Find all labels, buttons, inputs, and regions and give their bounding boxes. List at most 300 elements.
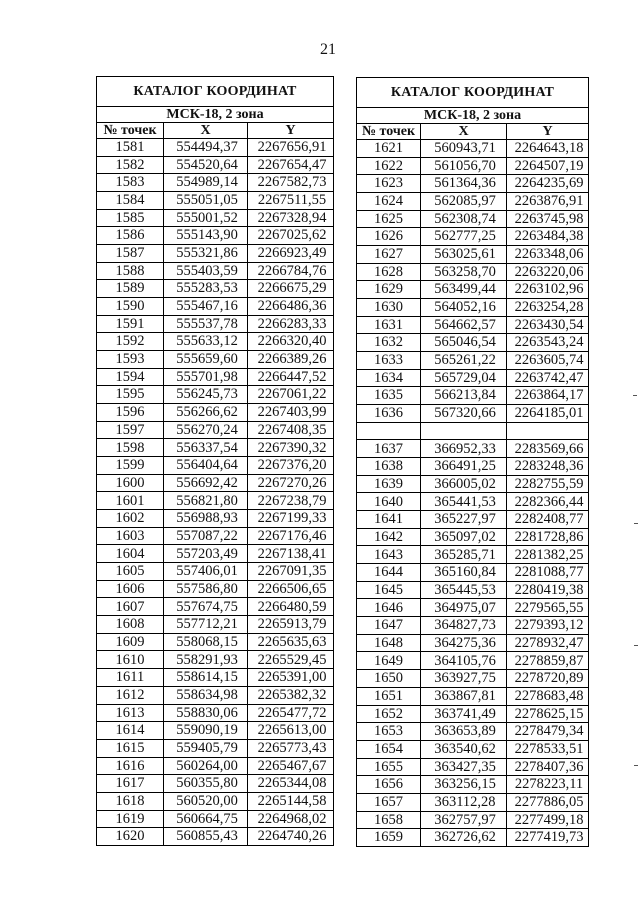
table-row [357, 616, 588, 634]
x-coordinate-cell: 559405,79 [163, 740, 247, 757]
y-coordinate-cell: 2265144,58 [247, 793, 333, 810]
x-coordinate-cell: 363741,49 [420, 706, 506, 723]
x-coordinate-cell: 558068,15 [163, 634, 247, 651]
y-coordinate-cell: 2263745,98 [506, 211, 588, 228]
x-coordinate-cell: 556821,80 [163, 492, 247, 509]
y-coordinate-cell: 2267091,35 [247, 563, 333, 580]
y-coordinate-cell: 2267376,20 [247, 457, 333, 474]
x-coordinate-cell: 555001,52 [163, 210, 247, 227]
x-coordinate-cell: 364105,76 [420, 652, 506, 669]
point-number-cell: 1628 [374, 263, 403, 280]
point-number-cell: 1648 [374, 634, 403, 651]
x-coordinate-cell: 556404,64 [163, 457, 247, 474]
x-coordinate-cell: 563499,44 [420, 281, 506, 298]
y-coordinate-cell: 2279565,55 [506, 599, 588, 616]
table-row [97, 562, 333, 580]
table-body [97, 138, 333, 845]
point-number-cell: 1659 [374, 829, 403, 846]
point-number-cell: 1653 [374, 723, 403, 740]
table-row [97, 633, 333, 651]
table-row [97, 156, 333, 174]
y-coordinate-cell: 2267176,46 [247, 528, 333, 545]
table-row [97, 721, 333, 739]
x-coordinate-cell: 365227,97 [420, 511, 506, 528]
x-coordinate-cell: 565261,22 [420, 352, 506, 369]
point-number-cell: 1594 [115, 368, 145, 385]
table-title: КАТАЛОГ КООРДИНАТ [390, 84, 555, 100]
table-row [357, 333, 588, 351]
coordinate-system-label: МСК-18, 2 зона [357, 107, 588, 123]
y-coordinate-cell: 2278479,34 [506, 723, 588, 740]
x-coordinate-cell: 366005,02 [420, 476, 506, 493]
y-coordinate-cell: 2265467,67 [247, 758, 333, 775]
table-row [97, 403, 333, 421]
table-row [357, 669, 588, 687]
column-header-x: X [163, 123, 247, 138]
point-number-cell: 1647 [374, 617, 403, 634]
point-number-cell: 1644 [374, 564, 403, 581]
column-header-y: Y [247, 123, 333, 138]
table-row [97, 774, 333, 792]
y-coordinate-cell: 2263220,06 [506, 264, 588, 281]
y-coordinate-cell: 2278407,36 [506, 759, 588, 776]
table-row [97, 597, 333, 615]
x-coordinate-cell: 554520,64 [163, 157, 247, 174]
y-coordinate-cell: 2278683,48 [506, 688, 588, 705]
point-number-cell: 1657 [374, 793, 403, 810]
table-row [97, 332, 333, 350]
table-title: КАТАЛОГ КООРДИНАТ [133, 83, 297, 99]
table-row [97, 580, 333, 598]
y-coordinate-cell: 2267328,94 [247, 210, 333, 227]
point-number-cell: 1624 [374, 193, 403, 210]
point-number-cell: 1646 [374, 599, 403, 616]
table-row [97, 615, 333, 633]
x-coordinate-cell: 363256,15 [420, 776, 506, 793]
y-coordinate-cell: 2266486,36 [247, 298, 333, 315]
y-coordinate-cell: 2263605,74 [506, 352, 588, 369]
y-coordinate-cell: 2264643,18 [506, 140, 588, 157]
y-coordinate-cell: 2264235,69 [506, 175, 588, 192]
table-row [357, 386, 588, 404]
table-row [97, 491, 333, 509]
point-number-cell: 1600 [115, 474, 145, 491]
y-coordinate-cell: 2278932,47 [506, 635, 588, 652]
table-row [357, 775, 588, 793]
point-number-cell: 1586 [115, 227, 145, 244]
point-number-cell: 1599 [115, 457, 145, 474]
y-coordinate-cell: 2265773,43 [247, 740, 333, 757]
point-number-cell: 1589 [115, 280, 145, 297]
x-coordinate-cell: 560943,71 [420, 140, 506, 157]
point-number-cell: 1621 [374, 140, 403, 157]
y-coordinate-cell: 2267390,32 [247, 439, 333, 456]
y-coordinate-cell: 2277886,05 [506, 794, 588, 811]
table-row [357, 369, 588, 387]
coordinate-system-label: МСК-18, 2 зона [97, 106, 333, 122]
scan-artifact [634, 765, 638, 766]
table-row [357, 705, 588, 723]
point-number-cell: 1581 [115, 139, 145, 156]
point-number-cell: 1635 [374, 387, 403, 404]
x-coordinate-cell: 561056,70 [420, 158, 506, 175]
y-coordinate-cell: 2267199,33 [247, 510, 333, 527]
point-number-cell: 1640 [374, 493, 403, 510]
page-number: 21 [320, 41, 336, 58]
x-coordinate-cell: 555659,60 [163, 351, 247, 368]
x-coordinate-cell: 554494,37 [163, 139, 247, 156]
table-row [357, 210, 588, 228]
table-row [357, 528, 588, 546]
y-coordinate-cell: 2282408,77 [506, 511, 588, 528]
x-coordinate-cell: 558830,06 [163, 705, 247, 722]
x-coordinate-cell: 562308,74 [420, 211, 506, 228]
y-coordinate-cell: 2282755,59 [506, 476, 588, 493]
table-row [97, 209, 333, 227]
table-row [357, 793, 588, 811]
table-row [357, 192, 588, 210]
table-row [357, 563, 588, 581]
y-coordinate-cell: 2264185,01 [506, 405, 588, 422]
point-number-cell: 1637 [374, 440, 403, 457]
x-coordinate-cell: 366952,33 [420, 440, 506, 457]
y-coordinate-cell: 2265913,79 [247, 616, 333, 633]
scan-artifact [634, 645, 638, 646]
coordinate-catalog-table-right [356, 77, 589, 847]
y-coordinate-cell: 2266447,52 [247, 369, 333, 386]
column-header-x: X [420, 124, 506, 139]
point-number-cell: 1658 [374, 811, 403, 828]
x-coordinate-cell: 365097,02 [420, 529, 506, 546]
table-row [97, 262, 333, 280]
x-coordinate-cell: 365285,71 [420, 546, 506, 563]
table-row [357, 298, 588, 316]
x-coordinate-cell: 562085,97 [420, 193, 506, 210]
y-coordinate-cell: 2267025,62 [247, 227, 333, 244]
y-coordinate-cell: 2281728,86 [506, 529, 588, 546]
table-row [97, 739, 333, 757]
table-row [97, 350, 333, 368]
x-coordinate-cell: 366491,25 [420, 458, 506, 475]
table-row [357, 828, 588, 846]
x-coordinate-cell: 564052,16 [420, 299, 506, 316]
table-row [97, 456, 333, 474]
table-row [357, 634, 588, 652]
x-coordinate-cell: 565729,04 [420, 370, 506, 387]
x-coordinate-cell: 566213,84 [420, 387, 506, 404]
point-number-cell: 1612 [115, 686, 145, 703]
table-row [97, 827, 333, 845]
point-number-cell: 1613 [115, 704, 145, 721]
x-coordinate-cell: 560264,00 [163, 758, 247, 775]
scan-artifact [634, 523, 638, 524]
point-number-cell: 1616 [115, 757, 145, 774]
point-number-cell: 1595 [115, 386, 145, 403]
y-coordinate-cell: 2283248,36 [506, 458, 588, 475]
column-header-row [97, 122, 333, 138]
y-coordinate-cell: 2263876,91 [506, 193, 588, 210]
point-number-cell: 1618 [115, 792, 145, 809]
y-coordinate-cell: 2265477,72 [247, 705, 333, 722]
point-number-cell: 1614 [115, 722, 145, 739]
table-row [357, 545, 588, 563]
point-number-cell: 1597 [115, 421, 145, 438]
table-row [97, 279, 333, 297]
table-row [97, 792, 333, 810]
x-coordinate-cell: 560664,75 [163, 811, 247, 828]
table-row [97, 668, 333, 686]
table-row [97, 315, 333, 333]
table-row [97, 173, 333, 191]
y-coordinate-cell: 2278533,51 [506, 741, 588, 758]
point-number-cell: 1592 [115, 333, 145, 350]
point-number-cell: 1601 [115, 492, 145, 509]
x-coordinate-cell: 560520,00 [163, 793, 247, 810]
y-coordinate-cell: 2263484,38 [506, 228, 588, 245]
x-coordinate-cell: 555051,05 [163, 192, 247, 209]
table-row [97, 297, 333, 315]
point-number-cell: 1656 [374, 776, 403, 793]
table-row [357, 245, 588, 263]
table-row [97, 138, 333, 156]
point-number-cell: 1655 [374, 758, 403, 775]
y-coordinate-cell: 2267138,41 [247, 545, 333, 562]
x-coordinate-cell: 555701,98 [163, 369, 247, 386]
point-number-cell: 1636 [374, 405, 403, 422]
x-coordinate-cell: 555537,78 [163, 316, 247, 333]
point-number-cell: 1617 [115, 775, 145, 792]
scan-artifact [633, 395, 637, 396]
point-number-cell: 1630 [374, 299, 403, 316]
point-number-cell: 1596 [115, 404, 145, 421]
table-row [357, 404, 588, 422]
y-coordinate-cell: 2266283,33 [247, 316, 333, 333]
table-row [97, 244, 333, 262]
y-coordinate-cell: 2265529,45 [247, 651, 333, 668]
y-coordinate-cell: 2278223,11 [506, 776, 588, 793]
table-row [357, 758, 588, 776]
point-number-cell [357, 423, 420, 440]
table-row [357, 492, 588, 510]
x-coordinate-cell: 557203,49 [163, 545, 247, 562]
y-coordinate-cell: 2267270,26 [247, 475, 333, 492]
x-coordinate-cell: 556245,73 [163, 386, 247, 403]
x-coordinate-cell: 363653,89 [420, 723, 506, 740]
x-coordinate-cell: 362757,97 [420, 812, 506, 829]
table-row [97, 757, 333, 775]
point-number-cell: 1583 [115, 174, 145, 191]
x-coordinate-cell: 363427,35 [420, 759, 506, 776]
coordinate-catalog-table-left [96, 76, 334, 846]
table-row [357, 139, 588, 157]
x-coordinate-cell: 557087,22 [163, 528, 247, 545]
x-coordinate-cell: 365445,53 [420, 582, 506, 599]
table-row [357, 351, 588, 369]
table-row [357, 581, 588, 599]
y-coordinate-cell: 2282366,44 [506, 493, 588, 510]
table-row [97, 368, 333, 386]
y-coordinate-cell: 2267656,91 [247, 139, 333, 156]
point-number-cell: 1619 [115, 810, 145, 827]
x-coordinate-cell: 363867,81 [420, 688, 506, 705]
column-header-row [357, 123, 588, 139]
y-coordinate-cell: 2263864,17 [506, 387, 588, 404]
table-row [97, 650, 333, 668]
y-coordinate-cell: 2266320,40 [247, 333, 333, 350]
y-coordinate-cell: 2283569,66 [506, 440, 588, 457]
y-coordinate-cell: 2266389,26 [247, 351, 333, 368]
point-number-cell: 1606 [115, 580, 145, 597]
x-coordinate-cell: 564662,57 [420, 317, 506, 334]
point-number-cell: 1626 [374, 228, 403, 245]
table-row [97, 810, 333, 828]
y-coordinate-cell: 2267408,35 [247, 422, 333, 439]
y-coordinate-cell: 2265635,63 [247, 634, 333, 651]
point-number-cell: 1633 [374, 352, 403, 369]
point-number-cell: 1623 [374, 175, 403, 192]
table-row [357, 651, 588, 669]
y-coordinate-cell: 2279393,12 [506, 617, 588, 634]
point-number-cell: 1591 [115, 315, 145, 332]
point-number-cell: 1638 [374, 458, 403, 475]
point-number-cell: 1605 [115, 563, 145, 580]
x-coordinate-cell [420, 423, 506, 440]
table-row [357, 722, 588, 740]
x-coordinate-cell: 557674,75 [163, 598, 247, 615]
point-number-cell: 1642 [374, 528, 403, 545]
point-number-cell: 1622 [374, 157, 403, 174]
x-coordinate-cell: 556266,62 [163, 404, 247, 421]
y-coordinate-cell: 2263543,24 [506, 334, 588, 351]
table-row [357, 598, 588, 616]
point-number-cell: 1615 [115, 739, 145, 756]
table-row [357, 280, 588, 298]
table-row [97, 704, 333, 722]
x-coordinate-cell: 555283,53 [163, 280, 247, 297]
x-coordinate-cell: 555467,16 [163, 298, 247, 315]
y-coordinate-cell: 2263742,47 [506, 370, 588, 387]
y-coordinate-cell: 2265391,00 [247, 669, 333, 686]
table-row [357, 227, 588, 245]
y-coordinate-cell: 2266675,29 [247, 280, 333, 297]
y-coordinate-cell: 2278625,15 [506, 706, 588, 723]
x-coordinate-cell: 554989,14 [163, 174, 247, 191]
table-row [357, 263, 588, 281]
x-coordinate-cell: 558291,93 [163, 651, 247, 668]
y-coordinate-cell: 2265613,00 [247, 722, 333, 739]
table-row [97, 191, 333, 209]
x-coordinate-cell: 567320,66 [420, 405, 506, 422]
x-coordinate-cell: 556337,54 [163, 439, 247, 456]
x-coordinate-cell: 364275,36 [420, 635, 506, 652]
point-number-cell: 1598 [115, 439, 145, 456]
x-coordinate-cell: 363927,75 [420, 670, 506, 687]
table-row [357, 740, 588, 758]
y-coordinate-cell: 2278859,87 [506, 652, 588, 669]
y-coordinate-cell [506, 423, 588, 440]
x-coordinate-cell: 363540,62 [420, 741, 506, 758]
y-coordinate-cell: 2266923,49 [247, 245, 333, 262]
table-row [357, 439, 588, 457]
point-number-cell: 1629 [374, 281, 403, 298]
y-coordinate-cell: 2267511,55 [247, 192, 333, 209]
y-coordinate-cell: 2264740,26 [247, 828, 333, 845]
point-number-cell: 1620 [115, 828, 145, 845]
point-number-cell: 1609 [115, 633, 145, 650]
x-coordinate-cell: 563258,70 [420, 264, 506, 281]
table-row [97, 421, 333, 439]
point-number-cell: 1588 [115, 262, 145, 279]
x-coordinate-cell: 562777,25 [420, 228, 506, 245]
x-coordinate-cell: 365441,53 [420, 493, 506, 510]
x-coordinate-cell: 558614,15 [163, 669, 247, 686]
y-coordinate-cell: 2263430,54 [506, 317, 588, 334]
x-coordinate-cell: 565046,54 [420, 334, 506, 351]
y-coordinate-cell: 2267061,22 [247, 386, 333, 403]
x-coordinate-cell: 560355,80 [163, 775, 247, 792]
column-header-y: Y [506, 124, 588, 139]
point-number-cell: 1641 [374, 511, 403, 528]
table-row [357, 510, 588, 528]
blank-separator-row [357, 422, 588, 440]
point-number-cell: 1584 [115, 192, 145, 209]
y-coordinate-cell: 2281382,25 [506, 546, 588, 563]
y-coordinate-cell: 2267238,79 [247, 492, 333, 509]
x-coordinate-cell: 365160,84 [420, 564, 506, 581]
point-number-cell: 1634 [374, 369, 403, 386]
point-number-cell: 1611 [115, 669, 145, 686]
y-coordinate-cell: 2278720,89 [506, 670, 588, 687]
table-row [97, 686, 333, 704]
point-number-cell: 1645 [374, 581, 403, 598]
x-coordinate-cell: 561364,36 [420, 175, 506, 192]
table-row [357, 457, 588, 475]
table-row [97, 509, 333, 527]
point-number-cell: 1593 [115, 351, 145, 368]
point-number-cell: 1587 [115, 245, 145, 262]
point-number-cell: 1643 [374, 546, 403, 563]
table-row [97, 527, 333, 545]
x-coordinate-cell: 555143,90 [163, 227, 247, 244]
table-body [357, 139, 588, 846]
table-row [357, 475, 588, 493]
x-coordinate-cell: 556988,93 [163, 510, 247, 527]
y-coordinate-cell: 2277419,73 [506, 829, 588, 846]
x-coordinate-cell: 560855,43 [163, 828, 247, 845]
y-coordinate-cell: 2280419,38 [506, 582, 588, 599]
y-coordinate-cell: 2265344,08 [247, 775, 333, 792]
table-row [357, 811, 588, 829]
y-coordinate-cell: 2277499,18 [506, 812, 588, 829]
x-coordinate-cell: 556692,42 [163, 475, 247, 492]
y-coordinate-cell: 2265382,32 [247, 687, 333, 704]
point-number-cell: 1590 [115, 298, 145, 315]
y-coordinate-cell: 2267654,47 [247, 157, 333, 174]
point-number-cell: 1602 [115, 510, 145, 527]
point-number-cell: 1650 [374, 670, 403, 687]
point-number-cell: 1627 [374, 246, 403, 263]
table-row [97, 385, 333, 403]
x-coordinate-cell: 558634,98 [163, 687, 247, 704]
x-coordinate-cell: 559090,19 [163, 722, 247, 739]
y-coordinate-cell: 2281088,77 [506, 564, 588, 581]
point-number-cell: 1652 [374, 705, 403, 722]
table-row [97, 438, 333, 456]
y-coordinate-cell: 2266784,76 [247, 263, 333, 280]
x-coordinate-cell: 556270,24 [163, 422, 247, 439]
x-coordinate-cell: 555633,12 [163, 333, 247, 350]
x-coordinate-cell: 363112,28 [420, 794, 506, 811]
